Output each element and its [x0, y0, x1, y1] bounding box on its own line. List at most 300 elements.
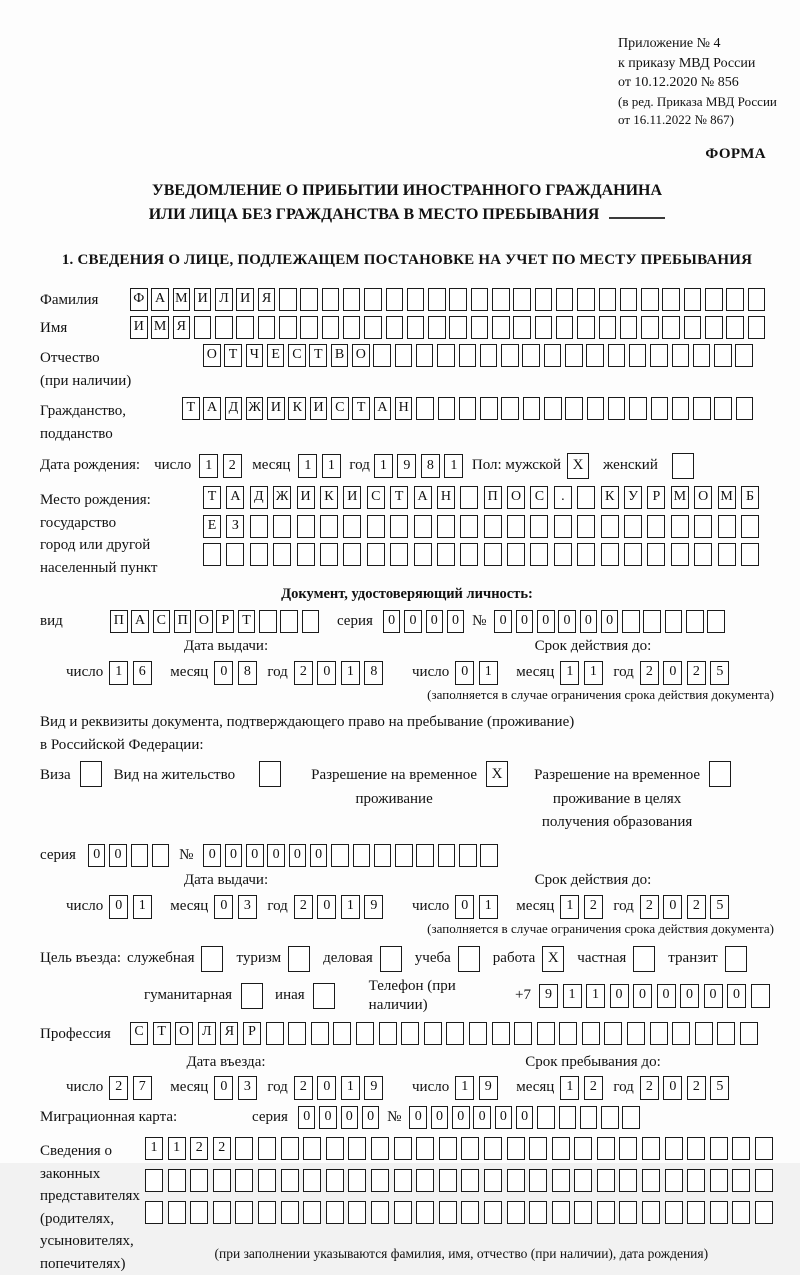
- char-box[interactable]: [300, 316, 318, 339]
- char-box[interactable]: [300, 288, 318, 311]
- char-box[interactable]: 2: [190, 1137, 208, 1160]
- char-box[interactable]: [460, 486, 478, 509]
- purpose-private-checkbox[interactable]: [633, 946, 655, 972]
- char-box[interactable]: [236, 316, 254, 339]
- char-box[interactable]: [684, 316, 702, 339]
- char-box[interactable]: [559, 1106, 577, 1129]
- char-box[interactable]: П: [110, 610, 128, 633]
- char-box[interactable]: 0: [663, 1076, 682, 1100]
- char-box[interactable]: [459, 344, 477, 367]
- char-box[interactable]: А: [203, 397, 221, 420]
- char-box[interactable]: [258, 1201, 276, 1224]
- char-box[interactable]: [577, 543, 595, 566]
- char-box[interactable]: Е: [203, 515, 221, 538]
- char-box[interactable]: О: [352, 344, 370, 367]
- char-box[interactable]: [407, 316, 425, 339]
- char-box[interactable]: Е: [267, 344, 285, 367]
- char-box[interactable]: И: [267, 397, 285, 420]
- char-box[interactable]: [484, 1169, 502, 1192]
- char-box[interactable]: 1: [374, 454, 393, 478]
- char-box[interactable]: [574, 1169, 592, 1192]
- char-box[interactable]: [565, 397, 583, 420]
- char-box[interactable]: [552, 1169, 570, 1192]
- char-box[interactable]: [710, 1169, 728, 1192]
- char-box[interactable]: 5: [710, 895, 729, 919]
- char-box[interactable]: [394, 1169, 412, 1192]
- char-box[interactable]: 0: [455, 661, 474, 685]
- char-box[interactable]: [554, 543, 572, 566]
- char-box[interactable]: [395, 344, 413, 367]
- char-box[interactable]: У: [624, 486, 642, 509]
- char-box[interactable]: [484, 1201, 502, 1224]
- char-box[interactable]: [348, 1169, 366, 1192]
- char-box[interactable]: 0: [404, 610, 422, 633]
- char-box[interactable]: О: [694, 486, 712, 509]
- char-box[interactable]: Т: [390, 486, 408, 509]
- char-box[interactable]: [695, 1022, 713, 1045]
- char-box[interactable]: [266, 1022, 284, 1045]
- char-box[interactable]: [741, 543, 759, 566]
- char-box[interactable]: Я: [220, 1022, 238, 1045]
- char-box[interactable]: [647, 515, 665, 538]
- char-box[interactable]: [471, 316, 489, 339]
- char-box[interactable]: [311, 1022, 329, 1045]
- char-box[interactable]: 1: [145, 1137, 163, 1160]
- char-box[interactable]: [599, 316, 617, 339]
- char-box[interactable]: 1: [341, 1076, 360, 1100]
- char-box[interactable]: [259, 610, 277, 633]
- char-box[interactable]: 0: [610, 984, 629, 1008]
- char-box[interactable]: [461, 1201, 479, 1224]
- char-box[interactable]: [736, 397, 754, 420]
- char-box[interactable]: В: [331, 344, 349, 367]
- char-box[interactable]: 0: [447, 610, 465, 633]
- char-box[interactable]: 1: [341, 895, 360, 919]
- char-box[interactable]: [672, 1022, 690, 1045]
- char-box[interactable]: [416, 397, 434, 420]
- char-box[interactable]: И: [194, 288, 212, 311]
- char-box[interactable]: [629, 344, 647, 367]
- char-box[interactable]: [326, 1201, 344, 1224]
- char-box[interactable]: [364, 288, 382, 311]
- char-box[interactable]: [353, 844, 371, 867]
- char-box[interactable]: [694, 543, 712, 566]
- char-box[interactable]: 0: [214, 1076, 233, 1100]
- char-box[interactable]: [601, 515, 619, 538]
- char-box[interactable]: [662, 288, 680, 311]
- char-box[interactable]: 0: [657, 984, 676, 1008]
- char-box[interactable]: 0: [214, 895, 233, 919]
- char-box[interactable]: [250, 543, 268, 566]
- char-box[interactable]: 0: [109, 895, 128, 919]
- char-box[interactable]: 1: [586, 984, 605, 1008]
- char-box[interactable]: [643, 610, 661, 633]
- char-box[interactable]: [379, 1022, 397, 1045]
- char-box[interactable]: [620, 288, 638, 311]
- char-box[interactable]: [717, 1022, 735, 1045]
- char-box[interactable]: А: [374, 397, 392, 420]
- char-box[interactable]: Н: [437, 486, 455, 509]
- purpose-business-checkbox[interactable]: [380, 946, 402, 972]
- char-box[interactable]: 0: [633, 984, 652, 1008]
- char-box[interactable]: Д: [225, 397, 243, 420]
- char-box[interactable]: Я: [258, 288, 276, 311]
- char-box[interactable]: [438, 397, 456, 420]
- char-box[interactable]: [507, 1169, 525, 1192]
- char-box[interactable]: [414, 515, 432, 538]
- char-box[interactable]: 0: [473, 1106, 491, 1129]
- char-box[interactable]: Т: [238, 610, 256, 633]
- char-box[interactable]: С: [288, 344, 306, 367]
- char-box[interactable]: [281, 1137, 299, 1160]
- char-box[interactable]: 3: [238, 1076, 257, 1100]
- char-box[interactable]: [651, 397, 669, 420]
- char-box[interactable]: 1: [584, 661, 603, 685]
- char-box[interactable]: [718, 515, 736, 538]
- char-box[interactable]: И: [130, 316, 148, 339]
- char-box[interactable]: Т: [203, 486, 221, 509]
- char-box[interactable]: 7: [133, 1076, 152, 1100]
- char-box[interactable]: [194, 316, 212, 339]
- purpose-work-checkbox[interactable]: X: [542, 946, 564, 972]
- char-box[interactable]: [624, 515, 642, 538]
- char-box[interactable]: И: [236, 288, 254, 311]
- char-box[interactable]: 0: [680, 984, 699, 1008]
- char-box[interactable]: [597, 1169, 615, 1192]
- char-box[interactable]: [537, 1106, 555, 1129]
- char-box[interactable]: [394, 1137, 412, 1160]
- char-box[interactable]: [601, 543, 619, 566]
- purpose-tourism-checkbox[interactable]: [288, 946, 310, 972]
- char-box[interactable]: [226, 543, 244, 566]
- char-box[interactable]: Р: [647, 486, 665, 509]
- char-box[interactable]: [665, 610, 683, 633]
- char-box[interactable]: 0: [558, 610, 576, 633]
- char-box[interactable]: 0: [580, 610, 598, 633]
- char-box[interactable]: 0: [298, 1106, 316, 1129]
- char-box[interactable]: [215, 316, 233, 339]
- char-box[interactable]: [582, 1022, 600, 1045]
- char-box[interactable]: [544, 344, 562, 367]
- char-box[interactable]: Б: [741, 486, 759, 509]
- char-box[interactable]: [258, 1137, 276, 1160]
- char-box[interactable]: [608, 344, 626, 367]
- char-box[interactable]: [203, 543, 221, 566]
- char-box[interactable]: [608, 397, 626, 420]
- char-box[interactable]: [235, 1169, 253, 1192]
- char-box[interactable]: А: [131, 610, 149, 633]
- char-box[interactable]: И: [297, 486, 315, 509]
- char-box[interactable]: [741, 515, 759, 538]
- char-box[interactable]: [619, 1137, 637, 1160]
- char-box[interactable]: [343, 288, 361, 311]
- char-box[interactable]: 0: [317, 1076, 336, 1100]
- char-box[interactable]: П: [174, 610, 192, 633]
- char-box[interactable]: 9: [397, 454, 416, 478]
- char-box[interactable]: [459, 844, 477, 867]
- char-box[interactable]: [694, 515, 712, 538]
- char-box[interactable]: [671, 543, 689, 566]
- char-box[interactable]: [484, 1137, 502, 1160]
- purpose-study-checkbox[interactable]: [458, 946, 480, 972]
- char-box[interactable]: 0: [267, 844, 285, 867]
- char-box[interactable]: [460, 543, 478, 566]
- char-box[interactable]: [718, 543, 736, 566]
- char-box[interactable]: 5: [710, 1076, 729, 1100]
- char-box[interactable]: С: [331, 397, 349, 420]
- char-box[interactable]: [507, 515, 525, 538]
- char-box[interactable]: [522, 344, 540, 367]
- char-box[interactable]: [484, 515, 502, 538]
- char-box[interactable]: [424, 1022, 442, 1045]
- char-box[interactable]: Т: [309, 344, 327, 367]
- char-box[interactable]: [279, 316, 297, 339]
- char-box[interactable]: [235, 1137, 253, 1160]
- char-box[interactable]: 1: [444, 454, 463, 478]
- char-box[interactable]: [459, 397, 477, 420]
- char-box[interactable]: [577, 486, 595, 509]
- char-box[interactable]: 2: [294, 661, 313, 685]
- char-box[interactable]: 1: [455, 1076, 474, 1100]
- char-box[interactable]: [642, 1137, 660, 1160]
- char-box[interactable]: [439, 1201, 457, 1224]
- char-box[interactable]: Ж: [246, 397, 264, 420]
- char-box[interactable]: [507, 1201, 525, 1224]
- char-box[interactable]: О: [175, 1022, 193, 1045]
- char-box[interactable]: 2: [640, 661, 659, 685]
- char-box[interactable]: [394, 1201, 412, 1224]
- char-box[interactable]: [190, 1169, 208, 1192]
- char-box[interactable]: [671, 515, 689, 538]
- char-box[interactable]: [580, 1106, 598, 1129]
- char-box[interactable]: [145, 1169, 163, 1192]
- char-box[interactable]: [501, 344, 519, 367]
- char-box[interactable]: [642, 1169, 660, 1192]
- char-box[interactable]: [726, 316, 744, 339]
- visa-checkbox[interactable]: [80, 761, 102, 787]
- char-box[interactable]: 1: [199, 454, 218, 478]
- char-box[interactable]: 2: [223, 454, 242, 478]
- char-box[interactable]: С: [530, 486, 548, 509]
- char-box[interactable]: [537, 1022, 555, 1045]
- char-box[interactable]: [480, 844, 498, 867]
- char-box[interactable]: [280, 610, 298, 633]
- char-box[interactable]: [714, 397, 732, 420]
- char-box[interactable]: [273, 515, 291, 538]
- char-box[interactable]: [320, 515, 338, 538]
- char-box[interactable]: [556, 316, 574, 339]
- char-box[interactable]: 1: [133, 895, 152, 919]
- char-box[interactable]: 0: [663, 661, 682, 685]
- char-box[interactable]: 9: [364, 895, 383, 919]
- char-box[interactable]: [395, 844, 413, 867]
- char-box[interactable]: [530, 543, 548, 566]
- char-box[interactable]: Л: [215, 288, 233, 311]
- char-box[interactable]: 0: [704, 984, 723, 1008]
- char-box[interactable]: 1: [109, 661, 128, 685]
- char-box[interactable]: [740, 1022, 758, 1045]
- char-box[interactable]: И: [343, 486, 361, 509]
- char-box[interactable]: [428, 288, 446, 311]
- char-box[interactable]: [168, 1201, 186, 1224]
- char-box[interactable]: [326, 1137, 344, 1160]
- char-box[interactable]: 0: [362, 1106, 380, 1129]
- char-box[interactable]: 0: [431, 1106, 449, 1129]
- char-box[interactable]: 1: [560, 895, 579, 919]
- char-box[interactable]: [620, 316, 638, 339]
- char-box[interactable]: [343, 316, 361, 339]
- char-box[interactable]: К: [601, 486, 619, 509]
- char-box[interactable]: 9: [364, 1076, 383, 1100]
- char-box[interactable]: [501, 397, 519, 420]
- char-box[interactable]: [559, 1022, 577, 1045]
- char-box[interactable]: 0: [452, 1106, 470, 1129]
- char-box[interactable]: [326, 1169, 344, 1192]
- char-box[interactable]: [190, 1201, 208, 1224]
- char-box[interactable]: 0: [317, 661, 336, 685]
- char-box[interactable]: [523, 397, 541, 420]
- char-box[interactable]: 0: [225, 844, 243, 867]
- residence-permit-checkbox[interactable]: [259, 761, 281, 787]
- char-box[interactable]: [599, 288, 617, 311]
- char-box[interactable]: [726, 288, 744, 311]
- char-box[interactable]: [587, 397, 605, 420]
- char-box[interactable]: Т: [182, 397, 200, 420]
- char-box[interactable]: 0: [341, 1106, 359, 1129]
- char-box[interactable]: [449, 316, 467, 339]
- char-box[interactable]: [333, 1022, 351, 1045]
- char-box[interactable]: [627, 1022, 645, 1045]
- char-box[interactable]: 0: [88, 844, 106, 867]
- char-box[interactable]: [145, 1201, 163, 1224]
- char-box[interactable]: [710, 1201, 728, 1224]
- char-box[interactable]: [672, 397, 690, 420]
- char-box[interactable]: [416, 844, 434, 867]
- char-box[interactable]: 0: [289, 844, 307, 867]
- char-box[interactable]: [604, 1022, 622, 1045]
- char-box[interactable]: 2: [640, 1076, 659, 1100]
- char-box[interactable]: 0: [109, 844, 127, 867]
- char-box[interactable]: [492, 1022, 510, 1045]
- char-box[interactable]: 0: [319, 1106, 337, 1129]
- char-box[interactable]: [331, 844, 349, 867]
- char-box[interactable]: 1: [322, 454, 341, 478]
- char-box[interactable]: [552, 1137, 570, 1160]
- char-box[interactable]: Н: [395, 397, 413, 420]
- char-box[interactable]: [213, 1169, 231, 1192]
- char-box[interactable]: 0: [203, 844, 221, 867]
- char-box[interactable]: [574, 1137, 592, 1160]
- char-box[interactable]: [556, 288, 574, 311]
- char-box[interactable]: 2: [687, 895, 706, 919]
- char-box[interactable]: [535, 288, 553, 311]
- char-box[interactable]: [390, 515, 408, 538]
- char-box[interactable]: Ф: [130, 288, 148, 311]
- char-box[interactable]: [320, 543, 338, 566]
- char-box[interactable]: [371, 1169, 389, 1192]
- char-box[interactable]: [748, 288, 766, 311]
- char-box[interactable]: Р: [243, 1022, 261, 1045]
- char-box[interactable]: [390, 543, 408, 566]
- char-box[interactable]: О: [195, 610, 213, 633]
- char-box[interactable]: 3: [238, 895, 257, 919]
- char-box[interactable]: [529, 1201, 547, 1224]
- char-box[interactable]: Т: [352, 397, 370, 420]
- char-box[interactable]: [416, 344, 434, 367]
- char-box[interactable]: [288, 1022, 306, 1045]
- char-box[interactable]: К: [320, 486, 338, 509]
- char-box[interactable]: [597, 1137, 615, 1160]
- char-box[interactable]: [714, 344, 732, 367]
- char-box[interactable]: 2: [640, 895, 659, 919]
- char-box[interactable]: [530, 515, 548, 538]
- char-box[interactable]: С: [153, 610, 171, 633]
- char-box[interactable]: [437, 515, 455, 538]
- char-box[interactable]: [374, 844, 392, 867]
- char-box[interactable]: М: [151, 316, 169, 339]
- char-box[interactable]: 1: [168, 1137, 186, 1160]
- char-box[interactable]: [650, 1022, 668, 1045]
- char-box[interactable]: Т: [224, 344, 242, 367]
- char-box[interactable]: [732, 1169, 750, 1192]
- char-box[interactable]: [471, 288, 489, 311]
- char-box[interactable]: 0: [317, 895, 336, 919]
- char-box[interactable]: [577, 316, 595, 339]
- char-box[interactable]: Д: [250, 486, 268, 509]
- char-box[interactable]: [751, 984, 770, 1008]
- char-box[interactable]: С: [130, 1022, 148, 1045]
- char-box[interactable]: И: [310, 397, 328, 420]
- char-box[interactable]: [552, 1201, 570, 1224]
- char-box[interactable]: 0: [494, 610, 512, 633]
- char-box[interactable]: [693, 344, 711, 367]
- char-box[interactable]: [367, 543, 385, 566]
- char-box[interactable]: [705, 316, 723, 339]
- char-box[interactable]: [258, 316, 276, 339]
- char-box[interactable]: [755, 1201, 773, 1224]
- char-box[interactable]: [624, 543, 642, 566]
- char-box[interactable]: [705, 288, 723, 311]
- char-box[interactable]: .: [554, 486, 572, 509]
- char-box[interactable]: [665, 1169, 683, 1192]
- char-box[interactable]: [460, 515, 478, 538]
- char-box[interactable]: 2: [687, 1076, 706, 1100]
- char-box[interactable]: 1: [341, 661, 360, 685]
- female-checkbox[interactable]: [672, 453, 694, 479]
- char-box[interactable]: [732, 1137, 750, 1160]
- char-box[interactable]: [416, 1137, 434, 1160]
- temporary-residence-education-checkbox[interactable]: [709, 761, 731, 787]
- char-box[interactable]: [386, 288, 404, 311]
- char-box[interactable]: [343, 515, 361, 538]
- char-box[interactable]: [513, 288, 531, 311]
- char-box[interactable]: 9: [479, 1076, 498, 1100]
- char-box[interactable]: [684, 288, 702, 311]
- char-box[interactable]: [373, 344, 391, 367]
- char-box[interactable]: 2: [584, 895, 603, 919]
- char-box[interactable]: [597, 1201, 615, 1224]
- char-box[interactable]: 0: [246, 844, 264, 867]
- char-box[interactable]: [484, 543, 502, 566]
- char-box[interactable]: [629, 397, 647, 420]
- char-box[interactable]: 2: [213, 1137, 231, 1160]
- char-box[interactable]: [439, 1169, 457, 1192]
- char-box[interactable]: [371, 1201, 389, 1224]
- char-box[interactable]: 0: [426, 610, 444, 633]
- char-box[interactable]: [439, 1137, 457, 1160]
- char-box[interactable]: [297, 543, 315, 566]
- char-box[interactable]: 0: [310, 844, 328, 867]
